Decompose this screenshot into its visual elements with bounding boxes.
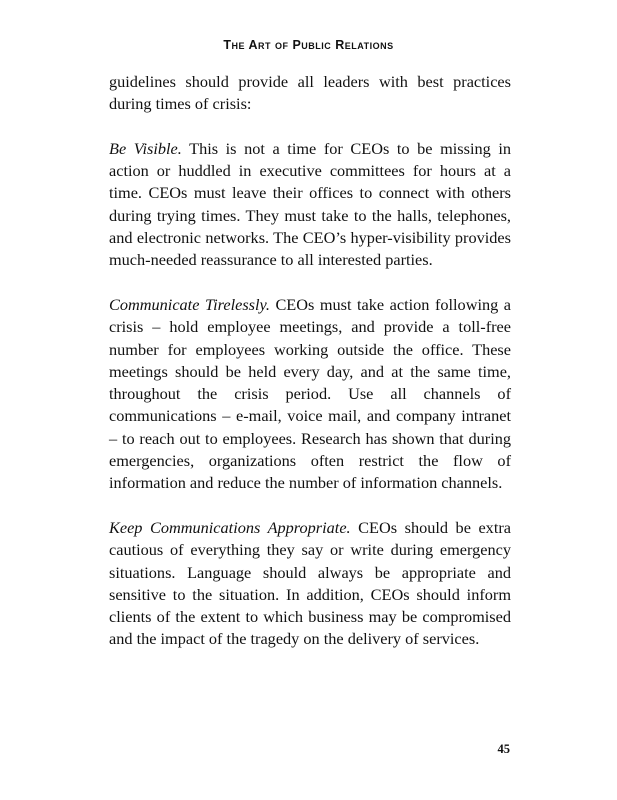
paragraph-text: This is not a time for CEOs to be missing in action or huddled in executive committees for hours at a time. CEOs must leave their offices to connect with others during trying times. They must take to the halls, telephones, and electronic networks. The CEO’s hyper-visibility provides much-needed reassurance to all interested parties.: [109, 138, 511, 270]
paragraph-be-visible: [109, 138, 511, 272]
running-head: The Art of Public Relations: [223, 38, 394, 52]
page-number: 45: [497, 742, 510, 756]
paragraph-keep-communications-appropriate: [109, 517, 511, 651]
paragraph-text: guidelines should provide all leaders with best practices during times of crisis:: [109, 72, 511, 114]
paragraph-heading: Communicate Tirelessly.: [109, 294, 270, 314]
paragraph-heading: Be Visible.: [109, 138, 182, 158]
body-text: [109, 71, 511, 673]
paragraph-text: CEOs should be extra cautious of everything they say or write during emergency situations. Language should always be appropriate and sensitive to the situation. In addition, CEOs should inform clients of the extent to which business may be compromised and the impact of the tragedy on the delivery of services.: [109, 517, 511, 649]
paragraph-intro: [109, 71, 511, 116]
paragraph-text: CEOs must take action following a crisis – hold employee meetings, and provide a toll-free number for employees working outside the office. These meetings should be held every day, and at the same time, throughout the crisis period. Use all channels of communications – e-mail, voice mail, and company intranet – to reach out to employees. Research has shown that during emergencies, organizations often restrict the flow of information and reduce the number of information channels.: [109, 294, 511, 493]
paragraph-communicate-tirelessly: [109, 294, 511, 495]
paragraph-heading: Keep Communications Appropriate.: [109, 517, 351, 537]
